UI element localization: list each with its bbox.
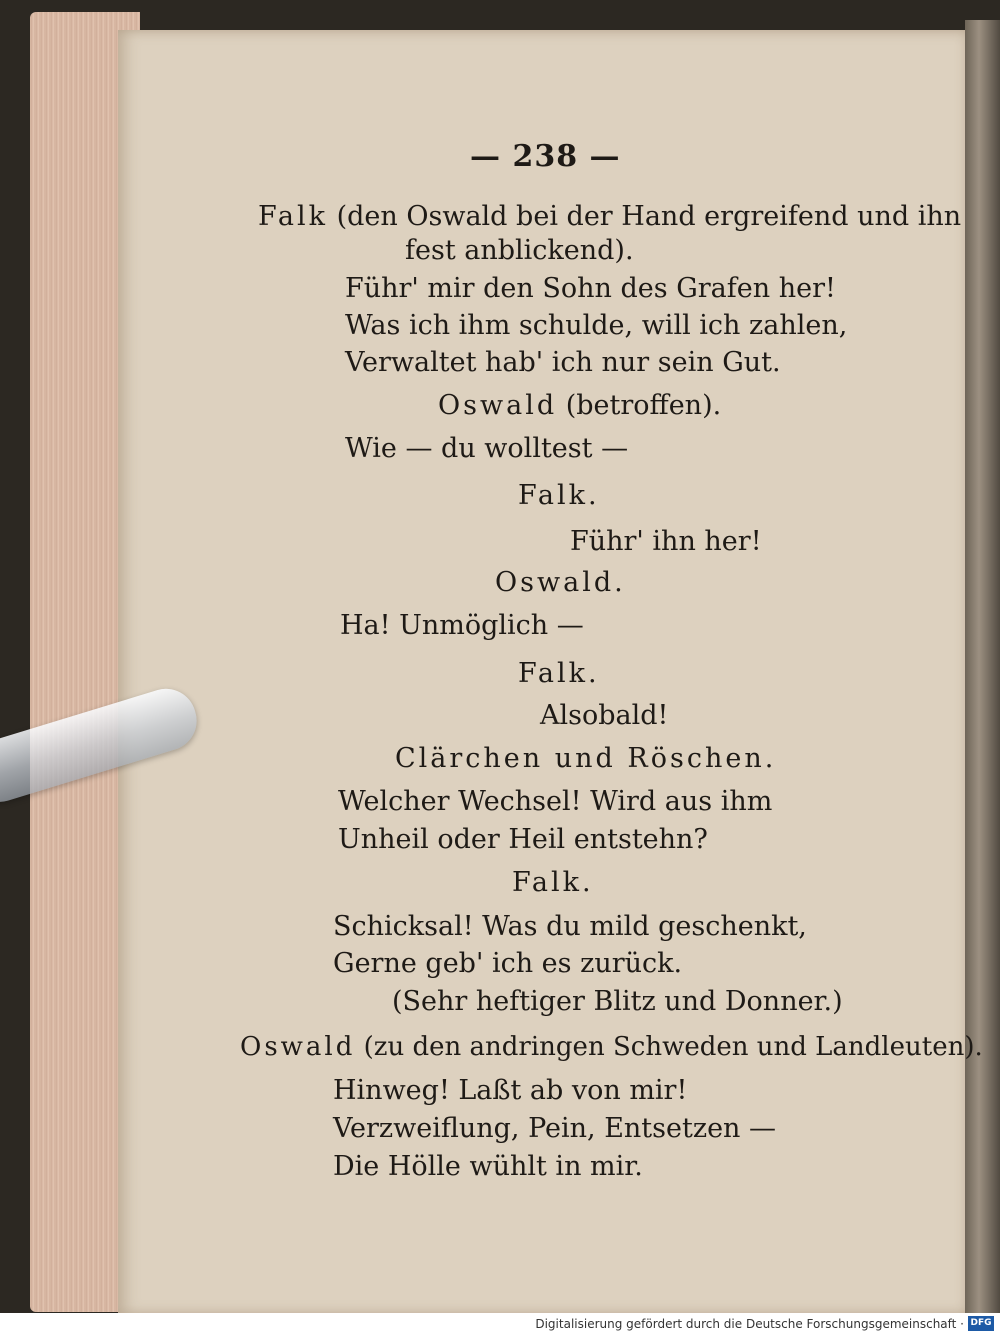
stage-direction: fest anblickend). <box>405 235 634 266</box>
speaker-name: Falk. <box>512 867 594 898</box>
dfg-logo: DFG <box>968 1316 994 1331</box>
stage-direction: (den Oswald bei der Hand ergreifend und ihn <box>328 201 962 232</box>
verse-line: Führ' ihn her! <box>570 526 762 557</box>
verse-line: Führ' mir den Sohn des Grafen her! <box>345 273 836 304</box>
text-line <box>438 389 721 423</box>
verse-line: Verwaltet hab' ich nur sein Gut. <box>345 347 781 378</box>
stage-direction: (Sehr heftiger Blitz und Donner.) <box>392 986 843 1017</box>
verse-line: Verzweiflung, Pein, Entsetzen — <box>333 1113 777 1144</box>
stage-direction: (betroffen). <box>557 390 722 421</box>
verse-line: Was ich ihm schulde, will ich zahlen, <box>345 310 848 341</box>
verse-line: Unheil oder Heil entstehn? <box>338 824 708 855</box>
verse-line: Alsobald! <box>540 700 669 731</box>
verse-line: Die Hölle wühlt in mir. <box>333 1151 643 1182</box>
speaker-name: Oswald <box>438 390 558 421</box>
speaker-name: Falk <box>258 201 328 232</box>
speaker-name: Oswald <box>240 1032 356 1062</box>
text-line <box>258 200 961 234</box>
verse-line: Wie — du wolltest — <box>345 433 629 464</box>
verse-line: Hinweg! Laßt ab von mir! <box>333 1075 688 1106</box>
page-number: — 238 — <box>470 139 621 174</box>
speaker-name: Oswald. <box>495 567 626 598</box>
verse-line: Welcher Wechsel! Wird aus ihm <box>338 786 773 817</box>
speaker-name: Clärchen und Röschen. <box>395 743 777 774</box>
text-line <box>240 1030 983 1064</box>
speaker-name: Falk. <box>518 480 600 511</box>
footer-bar <box>0 1313 1000 1335</box>
speaker-name: Falk. <box>518 658 600 689</box>
verse-line: Schicksal! Was du mild geschenkt, <box>333 911 807 942</box>
verse-line: Ha! Unmöglich — <box>340 610 584 641</box>
verse-line: Gerne geb' ich es zurück. <box>333 948 683 979</box>
stage-direction: (zu den andringen Schweden und Landleuten). <box>355 1032 983 1062</box>
footer-credit: Digitalisierung gefördert durch die Deutsche Forschungsgemeinschaft · <box>535 1317 964 1331</box>
